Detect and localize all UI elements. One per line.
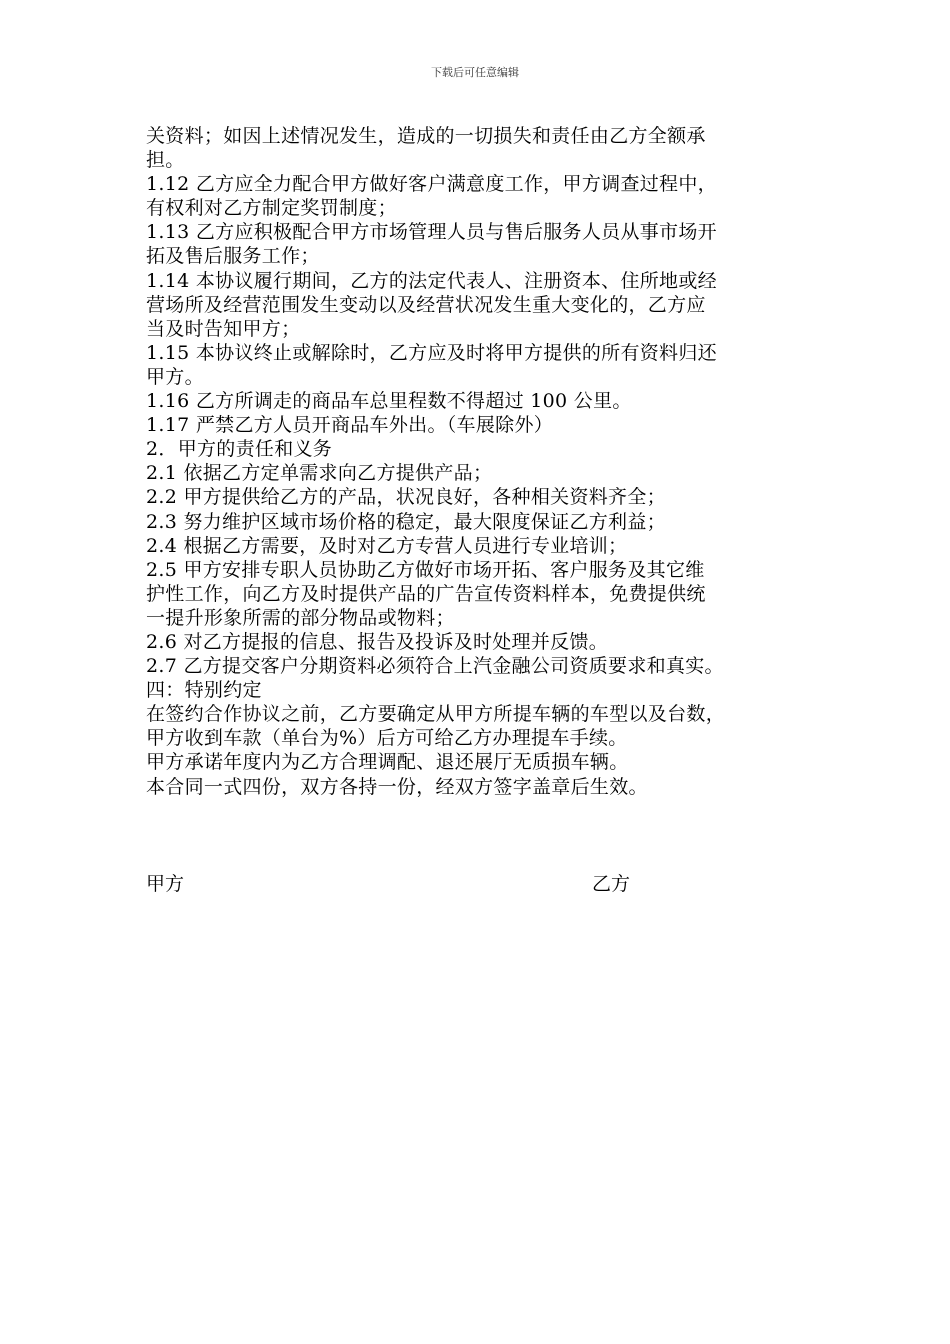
party-b-signature: 乙方 <box>592 873 631 895</box>
text-line: 甲方承诺年度内为乙方合理调配、退还展厅无质损车辆。 <box>146 751 629 774</box>
text-line: 1.17 严禁乙方人员开商品车外出。（车展除外） <box>146 414 554 437</box>
text-line: 关资料；如因上述情况发生，造成的一切损失和责任由乙方全额承 <box>146 125 706 147</box>
text-line: 有权利对乙方制定奖罚制度； <box>146 197 397 220</box>
text-line: 一提升形象所需的部分物品或物料； <box>146 606 455 629</box>
text-line: 营场所及经营范围发生变动以及经营状况发生重大变化的，乙方应 <box>146 293 706 316</box>
header-note: 下载后可任意编辑 <box>431 66 519 79</box>
text-line: 当及时告知甲方； <box>146 317 301 340</box>
text-line: 1.14 本协议履行期间，乙方的法定代表人、注册资本、住所地或经 <box>146 269 717 292</box>
text-line: 2.7 乙方提交客户分期资料必须符合上汽金融公司资质要求和真实。 <box>146 655 724 678</box>
section-heading: 四：特别约定 <box>146 679 262 702</box>
text-line: 2.5 甲方安排专职人员协助乙方做好市场开拓、客户服务及其它维 <box>146 558 705 581</box>
text-line: 拓及售后服务工作； <box>146 245 320 268</box>
text-line: 2.3 努力维护区域市场价格的稳定，最大限度保证乙方利益； <box>146 510 666 533</box>
text-line: 在签约合作协议之前，乙方要确定从甲方所提车辆的车型以及台数， <box>146 703 726 726</box>
text-line: 1.13 乙方应积极配合甲方市场管理人员与售后服务人员从事市场开 <box>146 221 717 244</box>
text-line: 甲方。 <box>146 365 204 388</box>
text-line: 1.16 乙方所调走的商品车总里程数不得超过 100 公里。 <box>146 390 632 413</box>
text-line: 本合同一式四份，双方各持一份，经双方签字盖章后生效。 <box>146 775 648 798</box>
text-line: 护性工作，向乙方及时提供产品的广告宣传资料样本，免费提供统 <box>146 582 706 605</box>
text-line: 2.1 依据乙方定单需求向乙方提供产品； <box>146 462 493 485</box>
text-line: 担。 <box>146 149 185 172</box>
text-line: 1.12 乙方应全力配合甲方做好客户满意度工作，甲方调查过程中， <box>146 173 717 196</box>
document-body <box>146 124 846 799</box>
section-heading: 2．甲方的责任和义务 <box>146 438 333 461</box>
text-line: 2.2 甲方提供给乙方的产品，状况良好，各种相关资料齐全； <box>146 486 666 509</box>
text-line: 2.6 对乙方提报的信息、报告及投诉及时处理并反馈。 <box>146 630 609 653</box>
text-line: 1.15 本协议终止或解除时，乙方应及时将甲方提供的所有资料归还 <box>146 341 717 364</box>
party-a-signature: 甲方 <box>146 873 185 895</box>
text-line: 甲方收到车款（单台为%）后方可给乙方办理提车手续。 <box>146 727 628 750</box>
signature-block <box>146 872 846 898</box>
text-line: 2.4 根据乙方需要，及时对乙方专营人员进行专业培训； <box>146 534 628 557</box>
